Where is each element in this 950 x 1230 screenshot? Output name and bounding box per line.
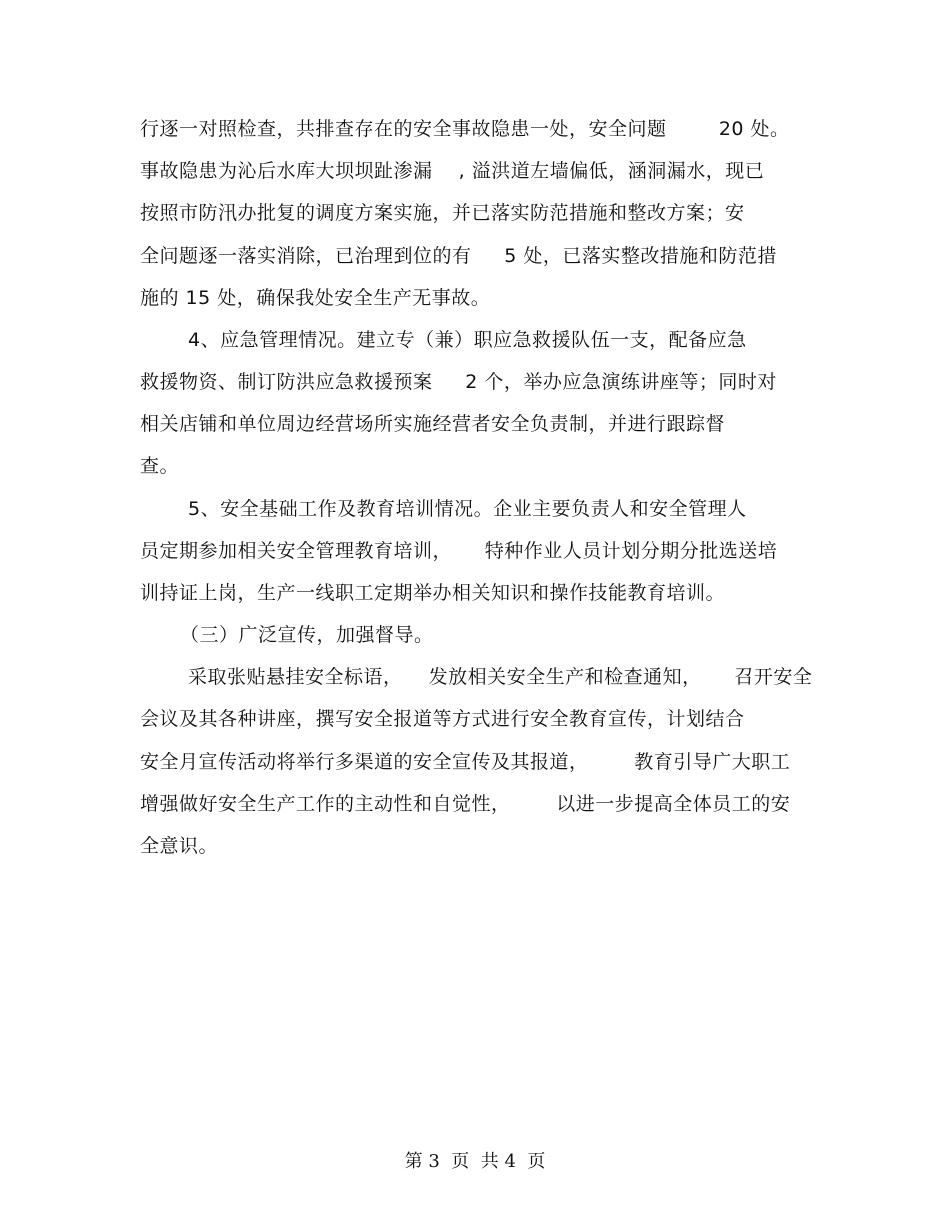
- body-line: 采取张贴悬挂安全标语， 发放相关安全生产和检查通知， 召开安全: [188, 666, 813, 688]
- body-line: 增强做好安全生产工作的主动性和自觉性， 以进一步提高全体员工的安: [140, 793, 791, 815]
- body-line: 会议及其各种讲座，撰写安全报道等方式进行安全教育宣传，计划结合: [140, 708, 745, 730]
- body-line: 事故隐患为沁后水库大坝坝趾渗漏 , 溢洪道左墙偏低，涵洞漏水，现已: [140, 160, 765, 182]
- body-line: 行逐一对照检查，共排查存在的安全事故隐患一处，安全问题 20 处。: [140, 118, 790, 140]
- body-line: 员定期参加相关安全管理教育培训， 特种作业人员计划分期分批选送培: [140, 540, 778, 562]
- paragraph-heading-training: 5、安全基础工作及教育培训情况。企业主要负责人和安全管理人: [188, 498, 747, 520]
- paragraph-heading-emergency: 4、应急管理情况。建立专（兼）职应急救援队伍一支，配备应急: [188, 329, 747, 351]
- body-line: 全问题逐一落实消除，已治理到位的有 5 处，已落实整改措施和防范措: [140, 245, 777, 267]
- body-line: 相关店铺和单位周边经营场所实施经营者安全负责制，并进行跟踪督: [140, 413, 726, 435]
- body-line: 全意识。: [140, 835, 219, 857]
- body-line: 训持证上岗，生产一线职工定期举办相关知识和操作技能教育培训。: [140, 582, 726, 604]
- body-line: 救援物资、制订防洪应急救援预案 2 个，举办应急演练讲座等；同时对: [140, 371, 777, 393]
- page-number-footer: 第 3 页 共 4 页: [404, 1151, 546, 1172]
- section-heading: （三）广泛宣传，加强督导。: [180, 624, 434, 646]
- body-line: 查。: [140, 455, 180, 477]
- body-line: 安全月宣传活动将举行多渠道的安全宣传及其报道， 教育引导广大职工: [140, 751, 791, 773]
- body-line: 施的 15 处，确保我处安全生产无事故。: [140, 287, 491, 309]
- body-line: 按照市防汛办批复的调度方案实施，并已落实防范措施和整改方案；安: [140, 202, 745, 224]
